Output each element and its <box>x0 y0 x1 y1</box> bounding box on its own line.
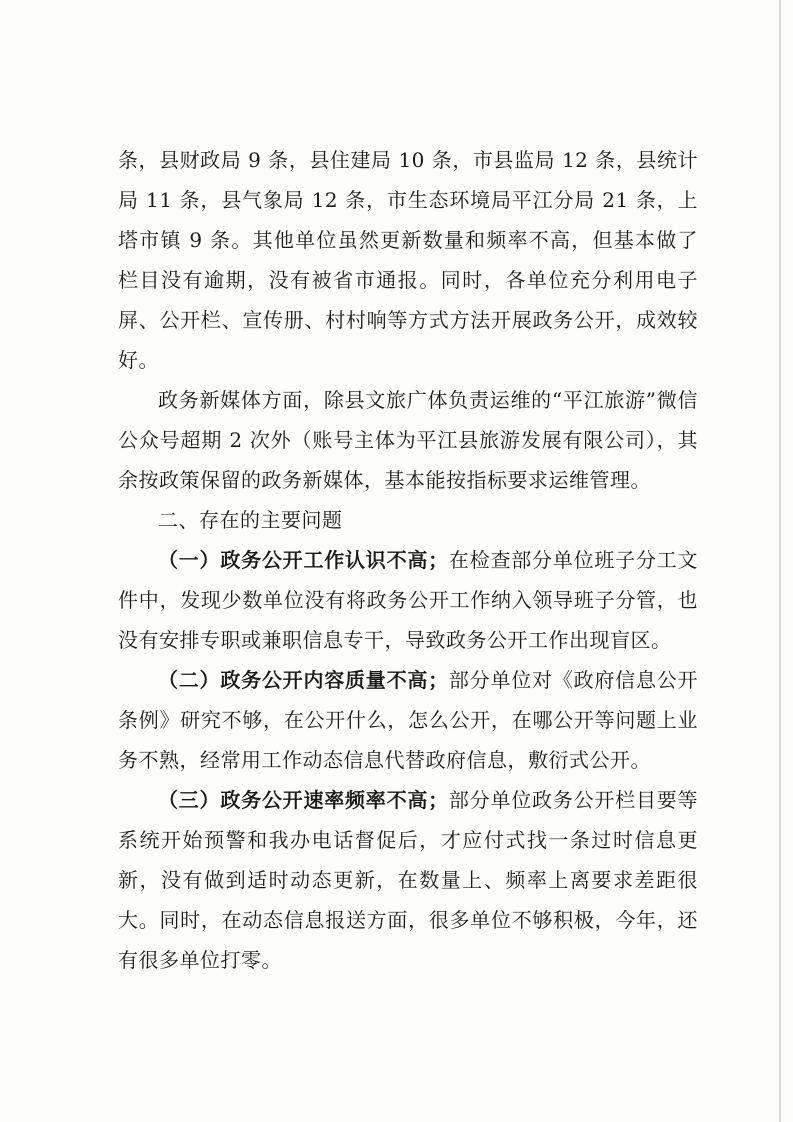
scan-edge-line <box>779 0 781 1122</box>
issue-3-body: 部分单位政务公开栏目要等系统开始预警和我办电话督促后，才应付式找一条过时信息更新，没有做到适时动态更新，在数量上、频率上离要求差距很大。同时，在动态信息报送方面，很多单位不够积极，今年，还有很多单位打零。 <box>118 788 699 972</box>
document-body <box>118 140 698 980</box>
paragraph-statistics: 条，县财政局 9 条，县住建局 10 条，市县监局 12 条，县统计局 11 条，县气象局 12 条，市生态环境局平江分局 21 条，上塔市镇 9 条。其他单位虽然更新数量和频率不高，但基本做了栏目没有逾期，没有被省市通报。同时，各单位充分利用电子屏、公开栏、宣传册、村村响等方式方法开展政务公开，成效较好。 <box>118 148 698 372</box>
issue-item-2 <box>118 660 698 780</box>
section-heading: 二、存在的主要问题 <box>158 508 343 532</box>
paragraph-new-media: 政务新媒体方面，除县文旅广体负责运维的“平江旅游”微信公众号超期 2 次外（账号主体为平江县旅游发展有限公司），其余按政策保留的政务新媒体，基本能按指标要求运维管理。 <box>118 388 698 492</box>
issue-2-lead: （二）政务公开内容质量不高； <box>158 668 449 692</box>
issue-3-lead: （三）政务公开速率频率不高； <box>158 788 449 812</box>
issue-item-3 <box>118 780 698 980</box>
issue-2-body: 部分单位对《政府信息公开条例》研究不够，在公开什么，怎么公开，在哪公开等问题上业务不熟，经常用工作动态信息代替政府信息，敷衍式公开。 <box>118 668 699 772</box>
issue-1-body: 在检查部分单位班子分工文件中，发现少数单位没有将政务公开工作纳入领导班子分管，也没有安排专职或兼职信息专干，导致政务公开工作出现盲区。 <box>118 548 699 652</box>
issue-item-1 <box>118 540 698 660</box>
issue-1-lead: （一）政务公开工作认识不高； <box>158 548 449 572</box>
